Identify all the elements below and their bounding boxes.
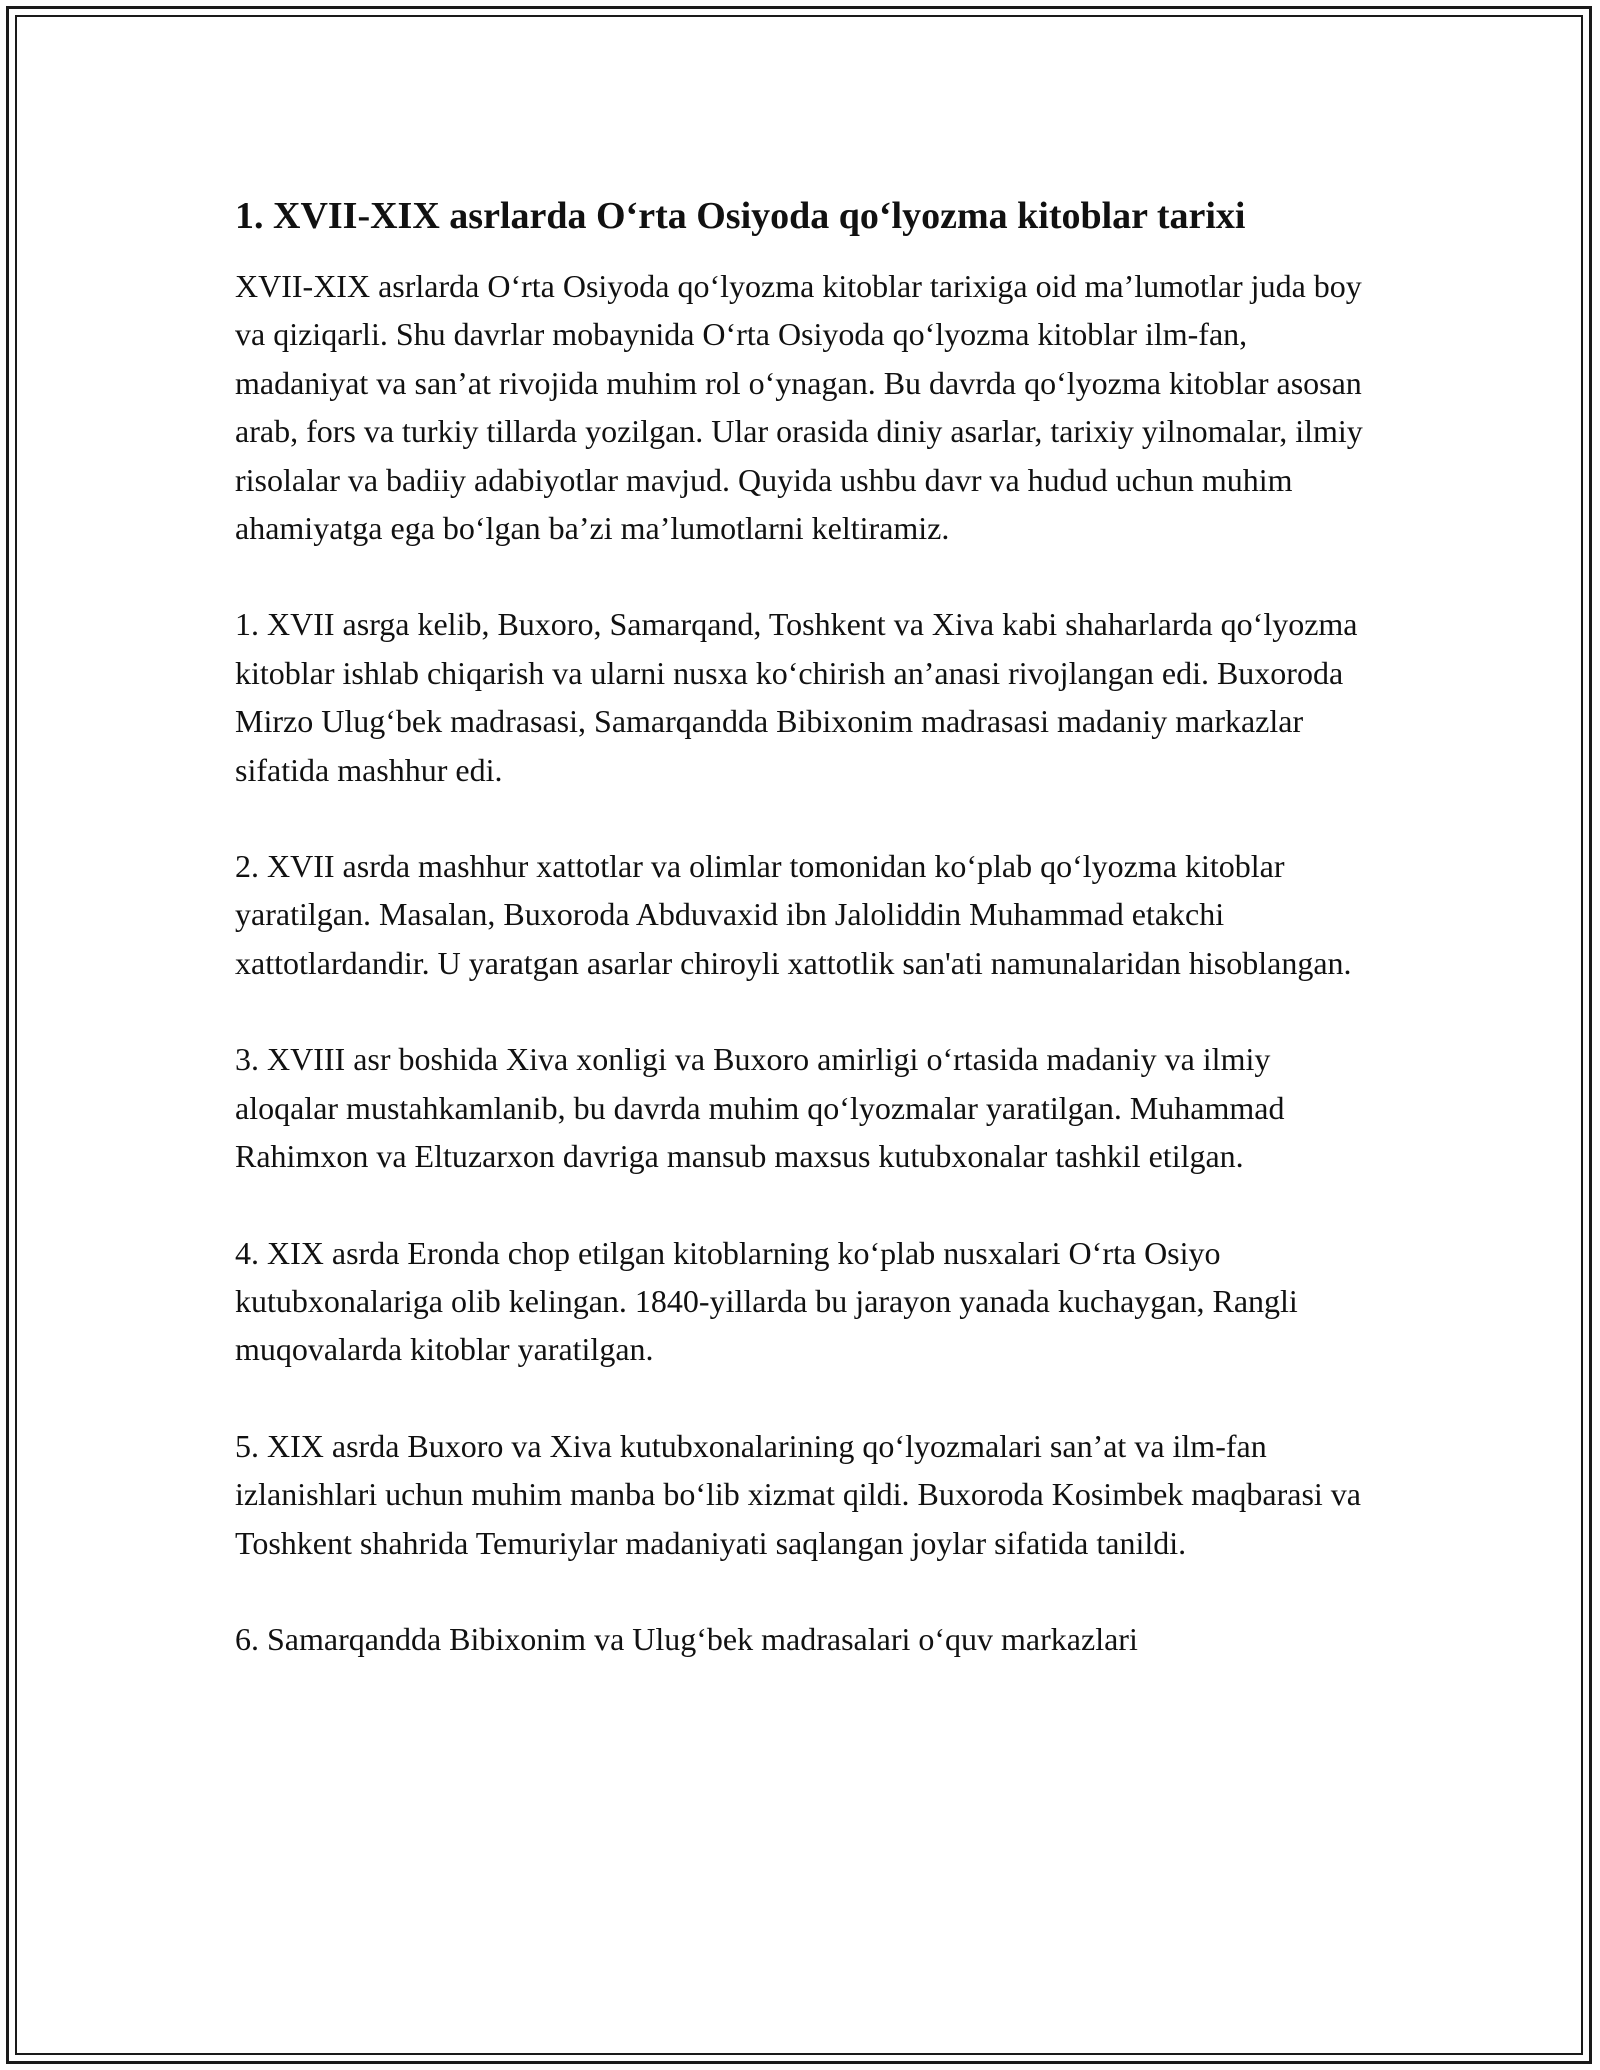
list-item-5: 5. XIX asrda Buxoro va Xiva kutubxonalarining qo‘lyozmalari san’at va ilm-fan izlanishlari uchun muhim manba bo‘lib xizmat qildi. Buxoroda Kosimbek maqbarasi va Toshkent shahrida Temuriylar madaniyati saqlangan joylar sifatida tanildi. — [235, 1427, 1361, 1561]
list-item-2: 2. XVII asrda mashhur xattotlar va olimlar tomonidan ko‘plab qo‘lyozma kitoblar yaratilgan. Masalan, Buxoroda Abduvaxid ibn Jaloliddin Muhammad etakchi xattotlardandir. U yaratgan asarlar chiroyli xattotlik san'ati namunalaridan hisoblangan. — [235, 848, 1352, 981]
document-title: 1. XVII-XIX asrlarda O‘rta Osiyoda qo‘lyozma kitoblar tarixi — [235, 195, 1246, 237]
list-item-1: 1. XVII asrga kelib, Buxoro, Samarqand, Toshkent va Xiva kabi shaharlarda qo‘lyozma kitoblar ishlab chiqarish va ularni nusxa ko‘chirish an’anasi rivojlangan edi. Buxoroda Mirzo Ulug‘bek madrasasi, Samarqandda Bibixonim madrasasi madaniy markazlar sifatida mashhur edi. — [235, 606, 1358, 788]
list-item-4: 4. XIX asrda Eronda chop etilgan kitoblarning ko‘plab nusxalari O‘rta Osiyo kutubxonalariga olib kelingan. 1840-yillarda bu jarayon yanada kuchaygan, Rangli muqovalarda kitoblar yaratilgan. — [235, 1234, 1298, 1368]
list-item-6: 6. Samarqandda Bibixonim va Ulug‘bek madrasalari o‘quv markazlari — [235, 1620, 1138, 1657]
intro-paragraph: XVII-XIX asrlarda O‘rta Osiyoda qo‘lyozma kitoblar tarixiga oid ma’lumotlar juda boy va qiziqarli. Shu davrlar mobaynida O‘rta Osiyoda qo‘lyozma kitoblar ilm-fan, madaniyat va san’at rivojida muhim rol o‘ynagan. Bu davrda qo‘lyozma kitoblar asosan arab, fors va turkiy tillarda yozilgan. Ular orasida diniy asarlar, tarixiy yilnomalar, ilmiy risolalar va badiiy adabiyotlar mavjud. Quyida ushbu davr va hudud uchun muhim ahamiyatga ega bo‘lgan ba’zi ma’lumotlarni keltiramiz. — [235, 268, 1363, 547]
list-item-3: 3. XVIII asr boshida Xiva xonligi va Buxoro amirligi o‘rtasida madaniy va ilmiy aloqalar mustahkamlanib, bu davrda muhim qo‘lyozmalar yaratilgan. Muhammad Rahimxon va Eltuzarxon davriga mansub maxsus kutubxonalar tashkil etilgan. — [235, 1041, 1285, 1175]
document-body — [235, 192, 1375, 1711]
